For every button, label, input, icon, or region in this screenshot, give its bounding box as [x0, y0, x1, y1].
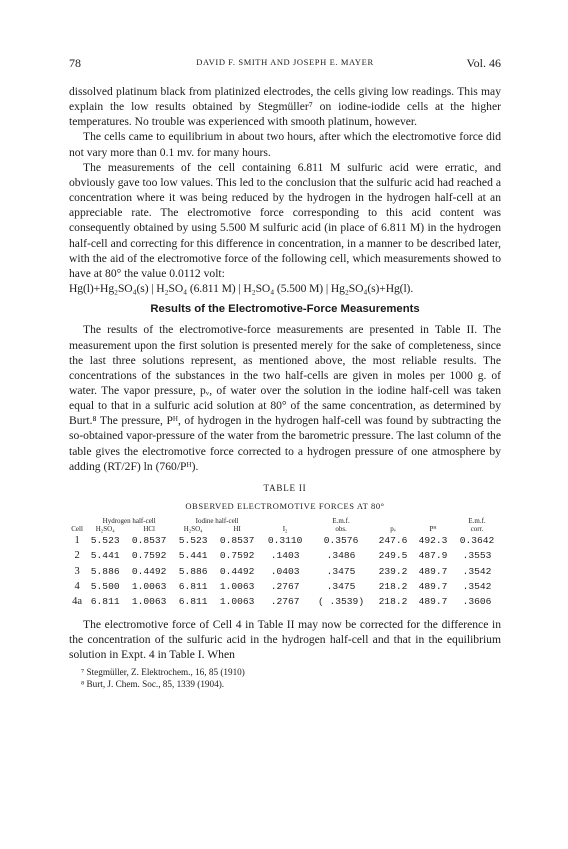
table-cell: 0.4492	[131, 565, 167, 577]
table-cell: 6.811	[90, 595, 120, 607]
table-row	[69, 533, 501, 548]
iodine-half-cell-header: Iodine half-cell	[195, 517, 239, 526]
table-cell: 5.441	[90, 550, 120, 562]
table-cell: .2767	[270, 580, 300, 592]
column-header: HI	[233, 525, 241, 534]
table-group-header-row	[69, 517, 501, 525]
table-cell: 249.5	[378, 550, 408, 562]
column-header: Cell	[71, 525, 83, 534]
article-body	[69, 84, 501, 662]
column-header: Pᴴ	[429, 525, 437, 534]
emf-table	[69, 517, 501, 609]
table-cell: 1.0063	[131, 580, 167, 592]
table-cell: 489.7	[418, 580, 448, 592]
table-cell: 5.886	[178, 565, 208, 577]
table-cell: 0.7592	[131, 550, 167, 562]
table-cell: 247.6	[378, 535, 408, 547]
table-cell: .1403	[270, 550, 300, 562]
section-heading: Results of the Electromotive-Force Measurements	[150, 303, 420, 316]
table-cell: .3606	[462, 595, 492, 607]
table-cell: 1	[74, 535, 80, 547]
table-body	[69, 533, 501, 609]
table-cell: 0.3110	[267, 535, 303, 547]
paragraph-4: The results of the electromotive-force measurements are presented in Table II. The measurement upon the first solution is presented merely for the sake of completeness, since the last three solutions represent, as mentioned above, the most reliable results. The concentrations of the substances in the two half-cells are given in moles per 1000 g. of water. The vapor pressure, pᵥ, of water over the solution in the iodine half-cell was taken equal to that in a sulfuric acid solution at 80° of the same concentration, as determined by Burt.⁸ The pressure, Pᴴ, of hydrogen in the hydrogen half-cell was found by subtracting the so-obtained vapor-pressure of the water from the barometric pressure. The last column of the table gives the electromotive force corrected to a hydrogen pressure of one atmosphere by adding (RT/2F) ln (760/Pᴴ).	[69, 323, 501, 473]
table-cell: .2767	[270, 595, 300, 607]
table-cell: .3475	[326, 565, 356, 577]
table-row	[69, 594, 501, 609]
table-row	[69, 564, 501, 579]
paragraph-1: dissolved platinum black from platinized electrodes, the cells giving low readings. This may explain the low results obtained by Stegmüller⁷ on iodine-iodide cells at the higher temperatures. No trouble was experienced with smooth platinum, however.	[69, 85, 501, 129]
table-cell: 489.7	[418, 595, 448, 607]
table-cell: 5.886	[90, 565, 120, 577]
page-number: 78	[69, 56, 81, 70]
journal-page	[69, 56, 501, 690]
table-cell: .3486	[326, 550, 356, 562]
table-cell: 6.811	[178, 595, 208, 607]
footnote-8: ⁸ Burt, J. Chem. Soc., 85, 1339 (1904).	[81, 679, 225, 690]
table-row	[69, 548, 501, 563]
table-cell: 6.811	[178, 580, 208, 592]
table-cell: 0.3576	[323, 535, 359, 547]
column-header: corr.	[470, 525, 484, 534]
running-authors: DAVID F. SMITH AND JOSEPH E. MAYER	[196, 57, 374, 67]
column-header: HCl	[143, 525, 155, 534]
table-cell: .0403	[270, 565, 300, 577]
table-row	[69, 579, 501, 594]
table-cell: 2	[74, 550, 80, 562]
table-caption: TABLE II	[263, 482, 307, 493]
table-cell: 1.0063	[219, 595, 255, 607]
table-cell: 5.523	[90, 535, 120, 547]
table-cell: 0.8537	[219, 535, 255, 547]
footnote-7: ⁷ Stegmüller, Z. Elektrochem., 16, 85 (1910)	[81, 667, 245, 678]
table-cell: 1.0063	[219, 580, 255, 592]
table-cell: 4	[74, 580, 80, 592]
table-cell: ( .3539)	[318, 595, 365, 607]
column-header: H₂SO₄	[95, 525, 115, 534]
table-cell: .3475	[326, 580, 356, 592]
paragraph-3: The measurements of the cell containing 6.811 M sulfuric acid were erratic, and obviously gave too low values. This led to the conclusion that the sulfuric acid had reached a concentration where it was being reduced by the hydrogen in the hydrogen half-cell at an appreciable rate. The electromotive force corresponding to this acid content was consequently obtained by using 5.500 M sulfuric acid (in place of 6.811 M) in the hydrogen half-cell and correcting for this difference in concentration, in a manner to be described later, with the aid of the electromotive force of the following cell, which measurements showed to have at 80° the value 0.0112 volt:	[69, 160, 501, 280]
table-cell: 5.523	[178, 535, 208, 547]
table-column-header-row	[69, 525, 501, 533]
footnotes	[69, 666, 501, 690]
table-cell: 5.441	[178, 550, 208, 562]
cell-equation: Hg(l)+Hg₂SO₄(s) | H₂SO₄ (6.811 M) | H₂SO₄ (5.500 M) | Hg₂SO₄(s)+Hg(l).	[69, 282, 414, 296]
column-header: pᵥ	[390, 525, 396, 534]
table-cell: 218.2	[378, 580, 408, 592]
table-cell: 487.9	[418, 550, 448, 562]
table-cell: .3542	[462, 565, 492, 577]
running-header	[69, 56, 501, 74]
table-cell: 1.0063	[131, 595, 167, 607]
paragraph-5: The electromotive force of Cell 4 in Table II may now be corrected for the difference in the concentration of the sulfuric acid in the hydrogen half-cell and that in the equilibrium solution in Expt. 4 in Table I. When	[69, 618, 501, 662]
table-title: OBSERVED ELECTROMOTIVE FORCES AT 80°	[185, 501, 385, 512]
table-cell: 4a	[72, 595, 83, 607]
column-header: I₂	[282, 525, 288, 534]
paragraph-2: The cells came to equilibrium in about two hours, after which the electromotive force did not vary more than 0.1 mv. for many hours.	[69, 130, 501, 159]
table-cell: .3542	[462, 580, 492, 592]
table-cell: 3	[74, 565, 80, 577]
table-cell: 5.500	[90, 580, 120, 592]
volume-label: Vol. 46	[466, 56, 501, 70]
emf-obs-group-header: E.m.f.	[332, 517, 350, 526]
column-header: obs.	[335, 525, 347, 534]
table-cell: 492.3	[418, 535, 448, 547]
table-cell: 0.7592	[219, 550, 255, 562]
hydrogen-half-cell-header: Hydrogen half-cell	[102, 517, 156, 526]
table-cell: .3553	[462, 550, 492, 562]
table-cell: 239.2	[378, 565, 408, 577]
column-header: H₂SO₄	[183, 525, 203, 534]
table-cell: 489.7	[418, 565, 448, 577]
table-cell: 0.4492	[219, 565, 255, 577]
table-cell: 0.8537	[131, 535, 167, 547]
emf-corr-group-header: E.m.f.	[468, 517, 486, 526]
table-cell: 218.2	[378, 595, 408, 607]
table-cell: 0.3642	[459, 535, 495, 547]
